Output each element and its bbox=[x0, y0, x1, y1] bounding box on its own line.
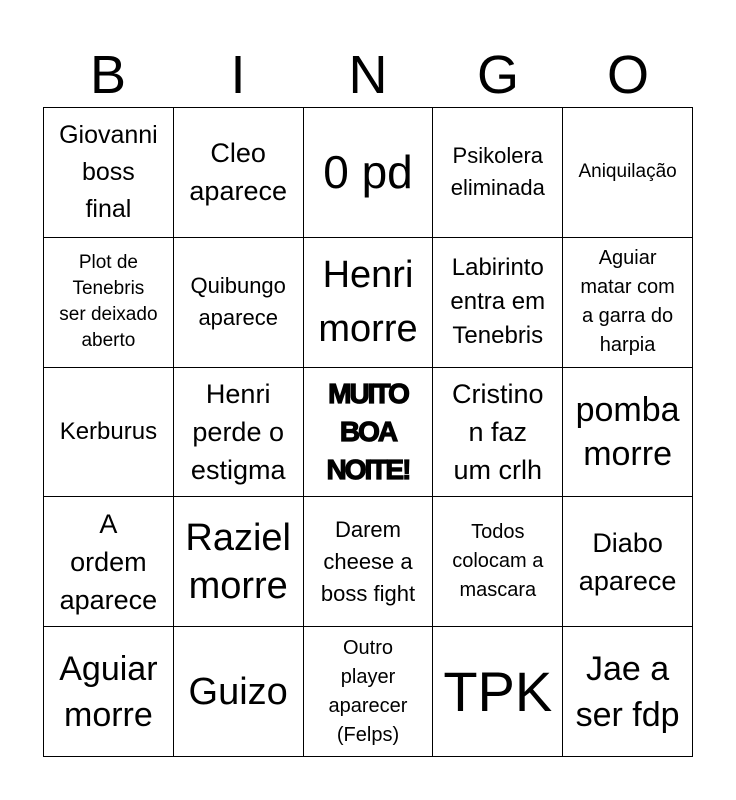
bingo-cell[interactable] bbox=[174, 368, 304, 498]
bingo-cell[interactable] bbox=[44, 238, 174, 368]
cell-text: 0 pd bbox=[323, 146, 413, 199]
cell-text: Raziel morre bbox=[185, 516, 291, 607]
cell-text: Henri morre bbox=[318, 254, 418, 351]
bingo-cell[interactable] bbox=[433, 627, 563, 757]
bingo-cell[interactable] bbox=[44, 627, 174, 757]
cell-text: Henri perde o estigma bbox=[190, 378, 286, 485]
cell-text: Cristino n faz um crlh bbox=[452, 378, 544, 485]
bingo-cell[interactable] bbox=[563, 238, 693, 368]
cell-text: Labirinto entra em Tenebris bbox=[450, 254, 546, 350]
bingo-cell[interactable] bbox=[44, 497, 174, 627]
cell-text: Aguiar matar com a garra do harpia bbox=[580, 247, 675, 357]
bingo-cell[interactable] bbox=[304, 627, 434, 757]
cell-text: Aguiar morre bbox=[59, 649, 158, 734]
bingo-cell[interactable] bbox=[563, 108, 693, 238]
free-space-text: MUITO BOA NOITE! bbox=[326, 377, 410, 485]
cell-text: Kerburus bbox=[59, 418, 158, 446]
cell-text: Aniquilação bbox=[578, 161, 677, 183]
bingo-cell[interactable] bbox=[174, 627, 304, 757]
bingo-cell[interactable] bbox=[304, 238, 434, 368]
header-letter-i: I bbox=[230, 45, 246, 105]
bingo-cell[interactable] bbox=[433, 108, 563, 238]
cell-text: Quibungo aparece bbox=[190, 273, 286, 331]
header-letter-g: G bbox=[476, 45, 519, 105]
cell-text: Cleo aparece bbox=[189, 138, 287, 207]
bingo-cell[interactable] bbox=[304, 108, 434, 238]
bingo-cell[interactable] bbox=[174, 108, 304, 238]
bingo-cell[interactable] bbox=[433, 238, 563, 368]
header-letter-o: O bbox=[606, 45, 649, 105]
cell-text: A ordem aparece bbox=[59, 508, 158, 615]
cell-text: Plot de Tenebris ser deixado aberto bbox=[59, 252, 158, 352]
bingo-cell[interactable] bbox=[304, 497, 434, 627]
bingo-cell[interactable] bbox=[563, 497, 693, 627]
bingo-card-grid bbox=[43, 107, 693, 757]
cell-text: TPK bbox=[443, 659, 553, 723]
bingo-cell[interactable] bbox=[44, 368, 174, 498]
header-letter-b: B bbox=[89, 45, 127, 105]
bingo-header bbox=[43, 42, 693, 108]
free-space-cell[interactable] bbox=[304, 368, 434, 498]
cell-text: Diabo aparece bbox=[578, 527, 677, 596]
bingo-cell[interactable] bbox=[174, 238, 304, 368]
cell-text: Giovanni boss final bbox=[59, 120, 158, 223]
cell-text: Outro player aparecer (Felps) bbox=[328, 636, 408, 746]
cell-text: Jae a ser fdp bbox=[575, 649, 680, 734]
bingo-cell[interactable] bbox=[563, 368, 693, 498]
cell-text: Psikolera eliminada bbox=[450, 143, 545, 201]
bingo-cell[interactable] bbox=[174, 497, 304, 627]
cell-text: Todos colocam a mascara bbox=[452, 521, 544, 602]
bingo-cell[interactable] bbox=[433, 497, 563, 627]
cell-text: Darem cheese a boss fight bbox=[320, 516, 416, 606]
cell-text: pomba morre bbox=[575, 390, 680, 473]
bingo-cell[interactable] bbox=[433, 368, 563, 498]
bingo-cell[interactable] bbox=[563, 627, 693, 757]
bingo-cell[interactable] bbox=[44, 108, 174, 238]
cell-text: Guizo bbox=[188, 670, 288, 713]
header-letter-n: N bbox=[348, 45, 388, 105]
